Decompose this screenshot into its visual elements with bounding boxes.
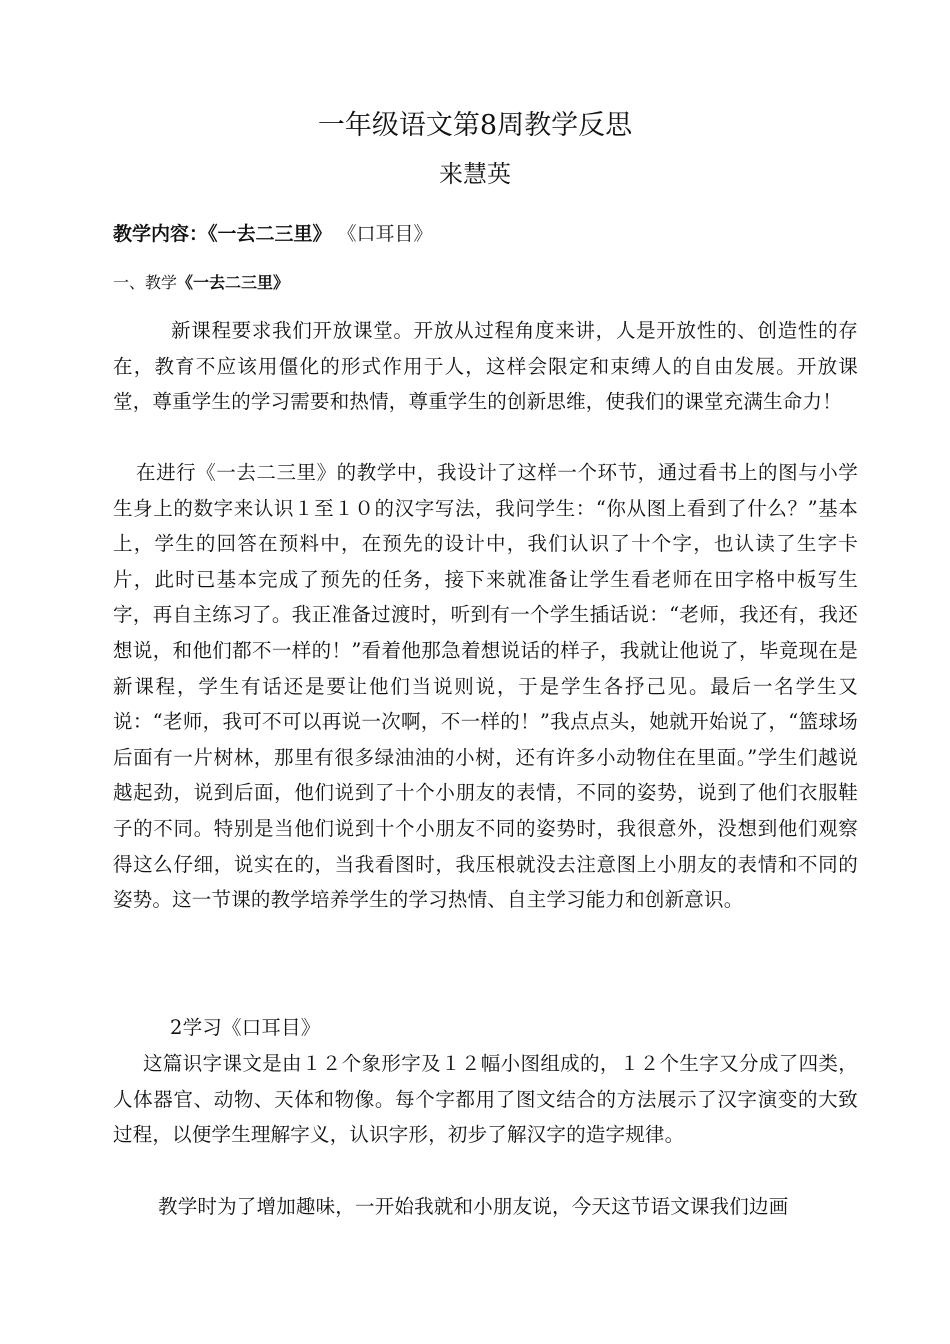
paragraph-3: 这篇识字课文是由１２个象形字及１２幅小图组成的，１２个生字又分成了四类，人体器官、动物、天体和物像。每个字都用了图文结合的方法展示了汉字演变的大致过程，以便学生理解字义，认识字形，初步了解汉字的造字规律。: [113, 1052, 858, 1147]
paragraph-1: 新课程要求我们开放课堂。开放从过程角度来讲，人是开放性的、创造性的存在，教育不应该用僵化的形式作用于人，这样会限定和束缚人的自由发展。开放课堂，尊重学生的学习需要和热情，尊重学生的创新思维，使我们的课堂充满生命力！: [113, 319, 858, 414]
paragraph-4: 教学时为了增加趣味，一开始我就和小朋友说，今天这节语文课我们边画: [158, 1195, 789, 1218]
document-title: 一年级语文第8周教学反思: [317, 110, 633, 141]
teaching-content-suffix: 《口耳目》: [331, 223, 433, 245]
teaching-content-prefix: 教学内容：《一去二三里》: [113, 223, 332, 245]
paragraph-2: 在进行《一去二三里》的教学中，我设计了这样一个环节，通过看书上的图与小学生身上的数字来认识１至１０的汉字写法，我问学生：“你从图上看到了什么？”基本上，学生的回答在预料中，在预先的设计中，我们认识了十个字，也认读了生字卡片，此时已基本完成了预先的任务，接下来就准备让学生看老师在田字格中板写生字，再自主练习了。我正准备过渡时，听到有一个学生插话说：“老师，我还有，我还想说，和他们都不一样的！”看着他那急着想说话的样子，我就让他说了，毕竟现在是新课程，学生有话还是要让他们当说则说，于是学生各抒己见。最后一名学生又说：“老师，我可不可以再说一次啊，不一样的！”我点点头，她就开始说了，“篮球场后面有一片树林，那里有很多绿油油的小树，还有许多小动物住在里面。”学生们越说越起劲，说到后面，他们说到了十个小朋友的表情，不同的姿势，说到了他们衣服鞋子的不同。特别是当他们说到十个小朋友不同的姿势时，我很意外，没想到他们观察得这么仔细，说实在的，当我看图时，我压根就没去注意图上小朋友的表情和不同的姿势。这一节课的教学培养学生的学习热情、自主学习能力和创新意识。: [113, 461, 858, 912]
section-2-heading: 2学习《口耳目》: [170, 1016, 321, 1039]
author-name: 来慧英: [439, 160, 511, 188]
teaching-content-line: [113, 218, 433, 250]
section-1-prefix: 一、教学: [113, 273, 178, 292]
section-1-title: 《一去二三里》: [177, 273, 290, 292]
section-1-heading: [113, 269, 289, 297]
